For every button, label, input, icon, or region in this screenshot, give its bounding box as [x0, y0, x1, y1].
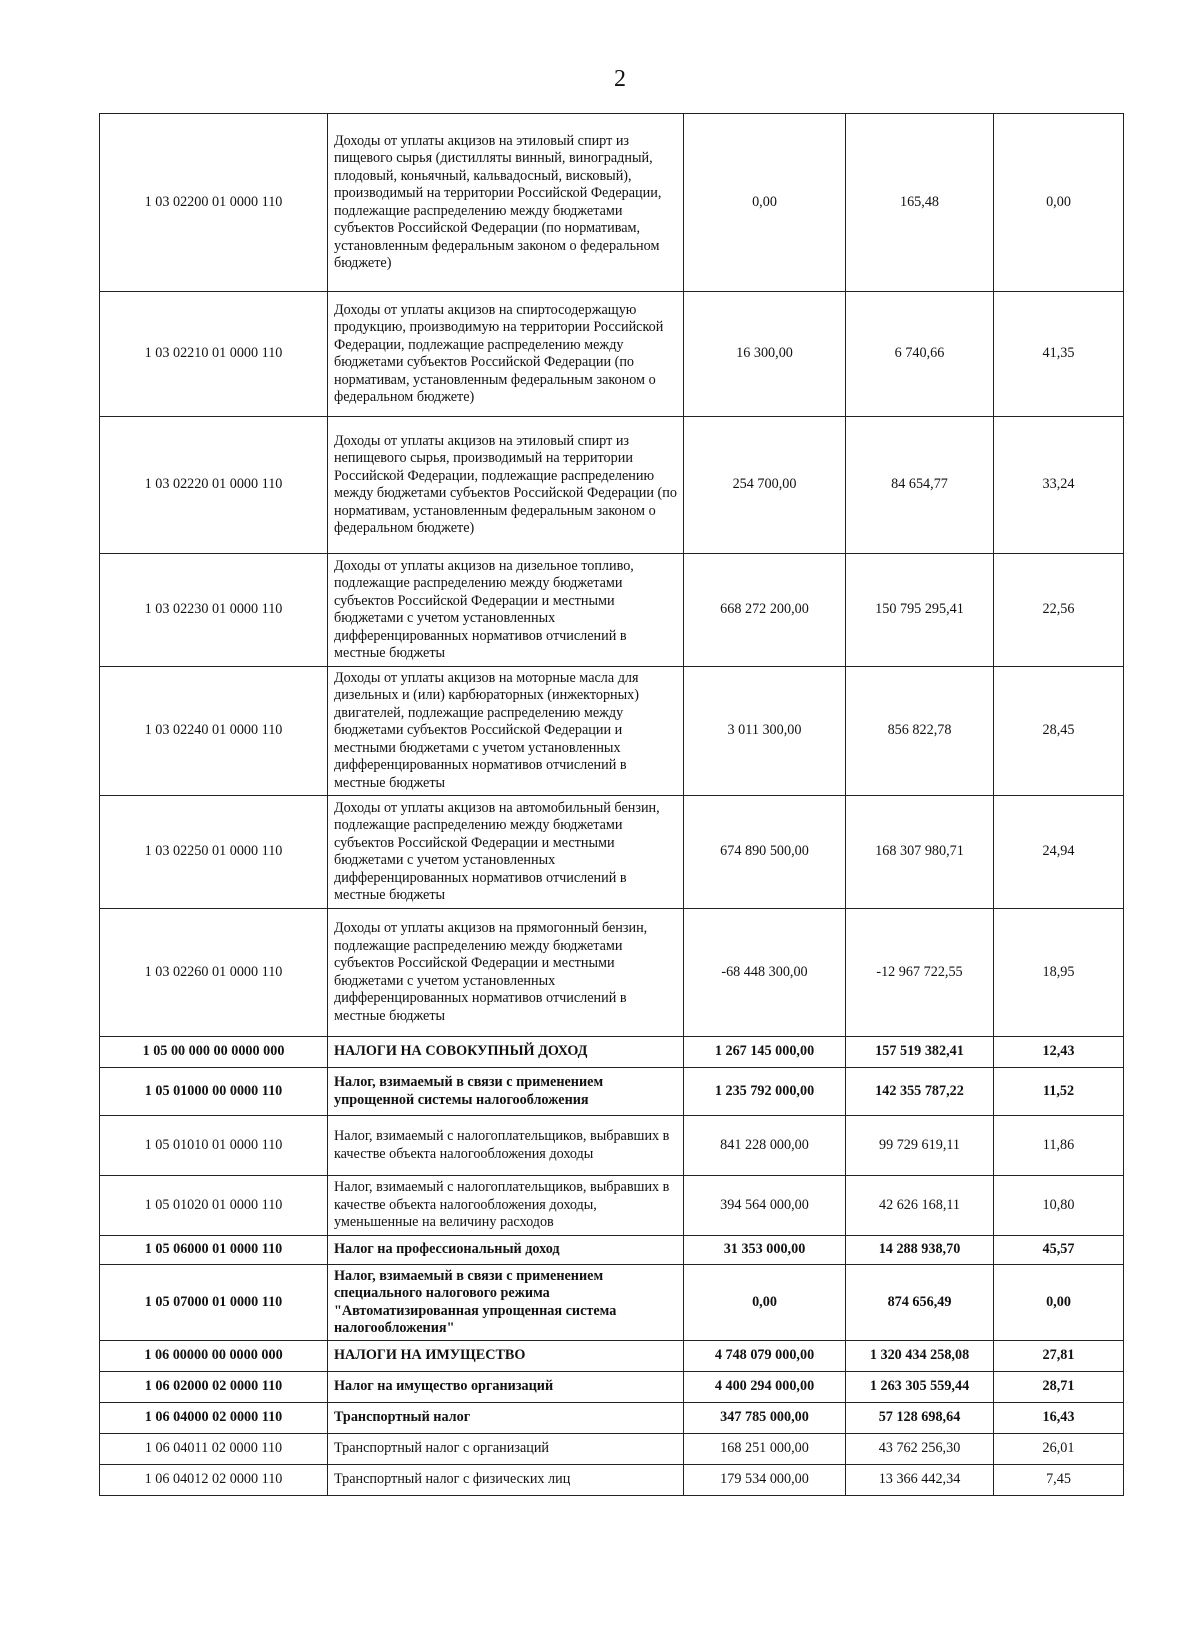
budget-code: 1 05 07000 01 0000 110	[100, 1265, 328, 1341]
revenue-name: Доходы от уплаты акцизов на моторные масла для дизельных и (или) карбюраторных (инжекторных) двигателей, подлежащие распределению между бюджетами субъектов Российской Федерации и местными бюджетами с учетом установленных дифференцированных нормативов отчислений в местные бюджеты	[328, 667, 684, 796]
fact-amount: -12 967 722,55	[846, 909, 994, 1037]
fact-amount: 856 822,78	[846, 667, 994, 796]
table-row	[100, 417, 1124, 554]
budget-code: 1 03 02210 01 0000 110	[100, 292, 328, 417]
revenue-name: Транспортный налог с физических лиц	[328, 1465, 684, 1496]
revenue-name: Доходы от уплаты акцизов на дизельное топливо, подлежащие распределению между бюджетами субъектов Российской Федерации и местными бюджетами с учетом установленных дифференцированных нормативов отчислений в местные бюджеты	[328, 554, 684, 667]
execution-percent: 26,01	[994, 1434, 1124, 1465]
plan-amount: 1 267 145 000,00	[684, 1037, 846, 1068]
plan-amount: 168 251 000,00	[684, 1434, 846, 1465]
table-row	[100, 292, 1124, 417]
plan-amount: 668 272 200,00	[684, 554, 846, 667]
fact-amount: 165,48	[846, 114, 994, 292]
execution-percent: 11,86	[994, 1116, 1124, 1176]
execution-percent: 22,56	[994, 554, 1124, 667]
execution-percent: 0,00	[994, 1265, 1124, 1341]
revenue-name: Транспортный налог с организаций	[328, 1434, 684, 1465]
budget-code: 1 06 04012 02 0000 110	[100, 1465, 328, 1496]
budget-code: 1 06 00000 00 0000 000	[100, 1341, 328, 1372]
table-row	[100, 1236, 1124, 1265]
revenue-name: Доходы от уплаты акцизов на этиловый спирт из непищевого сырья, производимый на территории Российской Федерации, подлежащие распределению между бюджетами субъектов Российской Федерации (по нормативам, установленным федеральным законом о федеральном бюджете)	[328, 417, 684, 554]
fact-amount: 1 320 434 258,08	[846, 1341, 994, 1372]
budget-code: 1 05 00 000 00 0000 000	[100, 1037, 328, 1068]
fact-amount: 99 729 619,11	[846, 1116, 994, 1176]
plan-amount: 4 400 294 000,00	[684, 1372, 846, 1403]
plan-amount: 347 785 000,00	[684, 1403, 846, 1434]
plan-amount: 4 748 079 000,00	[684, 1341, 846, 1372]
budget-code: 1 03 02200 01 0000 110	[100, 114, 328, 292]
table-row	[100, 1434, 1124, 1465]
plan-amount: 254 700,00	[684, 417, 846, 554]
execution-percent: 45,57	[994, 1236, 1124, 1265]
revenue-name: Транспортный налог	[328, 1403, 684, 1434]
fact-amount: 1 263 305 559,44	[846, 1372, 994, 1403]
budget-code: 1 03 02260 01 0000 110	[100, 909, 328, 1037]
table-row	[100, 1265, 1124, 1341]
table-row	[100, 667, 1124, 796]
budget-code: 1 05 01010 01 0000 110	[100, 1116, 328, 1176]
budget-code: 1 03 02220 01 0000 110	[100, 417, 328, 554]
revenue-name: Доходы от уплаты акцизов на автомобильный бензин, подлежащие распределению между бюджетами субъектов Российской Федерации и местными бюджетами с учетом установленных дифференцированных нормативов отчислений в местные бюджеты	[328, 796, 684, 909]
budget-code: 1 03 02250 01 0000 110	[100, 796, 328, 909]
table-row	[100, 1403, 1124, 1434]
table-row	[100, 1037, 1124, 1068]
table-row	[100, 1372, 1124, 1403]
page-number: 2	[614, 66, 626, 92]
table-row	[100, 796, 1124, 909]
revenue-name: Налог, взимаемый с налогоплательщиков, выбравших в качестве объекта налогообложения доходы, уменьшенные на величину расходов	[328, 1176, 684, 1236]
execution-percent: 12,43	[994, 1037, 1124, 1068]
revenue-name: Налог, взимаемый в связи с применением упрощенной системы налогообложения	[328, 1068, 684, 1116]
fact-amount: 13 366 442,34	[846, 1465, 994, 1496]
plan-amount: 394 564 000,00	[684, 1176, 846, 1236]
table-row	[100, 1341, 1124, 1372]
revenue-name: Налог на имущество организаций	[328, 1372, 684, 1403]
table-row	[100, 554, 1124, 667]
fact-amount: 157 519 382,41	[846, 1037, 994, 1068]
revenue-name: Налог, взимаемый в связи с применением специального налогового режима "Автоматизированная упрощенная система налогообложения"	[328, 1265, 684, 1341]
table-row	[100, 114, 1124, 292]
fact-amount: 150 795 295,41	[846, 554, 994, 667]
revenue-name: НАЛОГИ НА СОВОКУПНЫЙ ДОХОД	[328, 1037, 684, 1068]
execution-percent: 0,00	[994, 114, 1124, 292]
budget-code: 1 05 06000 01 0000 110	[100, 1236, 328, 1265]
plan-amount: 16 300,00	[684, 292, 846, 417]
plan-amount: -68 448 300,00	[684, 909, 846, 1037]
budget-code: 1 06 04011 02 0000 110	[100, 1434, 328, 1465]
execution-percent: 7,45	[994, 1465, 1124, 1496]
execution-percent: 11,52	[994, 1068, 1124, 1116]
fact-amount: 874 656,49	[846, 1265, 994, 1341]
fact-amount: 42 626 168,11	[846, 1176, 994, 1236]
budget-code: 1 03 02240 01 0000 110	[100, 667, 328, 796]
table-row	[100, 1465, 1124, 1496]
budget-revenue-table	[99, 113, 1124, 1496]
execution-percent: 16,43	[994, 1403, 1124, 1434]
revenue-name: Доходы от уплаты акцизов на этиловый спирт из пищевого сырья (дистилляты винный, виноградный, плодовый, коньячный, кальвадосный, висковый), производимый на территории Российской Федерации, подлежащие распределению между бюджетами субъектов Российской Федерации (по нормативам, установленным федеральным законом о федеральном бюджете)	[328, 114, 684, 292]
fact-amount: 6 740,66	[846, 292, 994, 417]
fact-amount: 43 762 256,30	[846, 1434, 994, 1465]
revenue-name: Налог на профессиональный доход	[328, 1236, 684, 1265]
budget-code: 1 06 02000 02 0000 110	[100, 1372, 328, 1403]
table-row	[100, 909, 1124, 1037]
plan-amount: 179 534 000,00	[684, 1465, 846, 1496]
fact-amount: 168 307 980,71	[846, 796, 994, 909]
budget-code: 1 06 04000 02 0000 110	[100, 1403, 328, 1434]
plan-amount: 0,00	[684, 1265, 846, 1341]
revenue-name: Доходы от уплаты акцизов на прямогонный бензин, подлежащие распределению между бюджетами субъектов Российской Федерации и местными бюджетами с учетом установленных дифференцированных нормативов отчислений в местные бюджеты	[328, 909, 684, 1037]
table-row	[100, 1068, 1124, 1116]
execution-percent: 33,24	[994, 417, 1124, 554]
execution-percent: 41,35	[994, 292, 1124, 417]
fact-amount: 142 355 787,22	[846, 1068, 994, 1116]
execution-percent: 28,71	[994, 1372, 1124, 1403]
table-row	[100, 1116, 1124, 1176]
execution-percent: 24,94	[994, 796, 1124, 909]
revenue-name: НАЛОГИ НА ИМУЩЕСТВО	[328, 1341, 684, 1372]
execution-percent: 10,80	[994, 1176, 1124, 1236]
table-row	[100, 1176, 1124, 1236]
budget-code: 1 03 02230 01 0000 110	[100, 554, 328, 667]
budget-code: 1 05 01020 01 0000 110	[100, 1176, 328, 1236]
execution-percent: 18,95	[994, 909, 1124, 1037]
execution-percent: 27,81	[994, 1341, 1124, 1372]
plan-amount: 3 011 300,00	[684, 667, 846, 796]
fact-amount: 14 288 938,70	[846, 1236, 994, 1265]
plan-amount: 1 235 792 000,00	[684, 1068, 846, 1116]
plan-amount: 674 890 500,00	[684, 796, 846, 909]
budget-code: 1 05 01000 00 0000 110	[100, 1068, 328, 1116]
revenue-name: Налог, взимаемый с налогоплательщиков, выбравших в качестве объекта налогообложения доходы	[328, 1116, 684, 1176]
plan-amount: 841 228 000,00	[684, 1116, 846, 1176]
fact-amount: 57 128 698,64	[846, 1403, 994, 1434]
execution-percent: 28,45	[994, 667, 1124, 796]
plan-amount: 31 353 000,00	[684, 1236, 846, 1265]
fact-amount: 84 654,77	[846, 417, 994, 554]
plan-amount: 0,00	[684, 114, 846, 292]
revenue-name: Доходы от уплаты акцизов на спиртосодержащую продукцию, производимую на территории Российской Федерации, подлежащие распределению между бюджетами субъектов Российской Федерации (по нормативам, установленным федеральным законом о федеральном бюджете)	[328, 292, 684, 417]
